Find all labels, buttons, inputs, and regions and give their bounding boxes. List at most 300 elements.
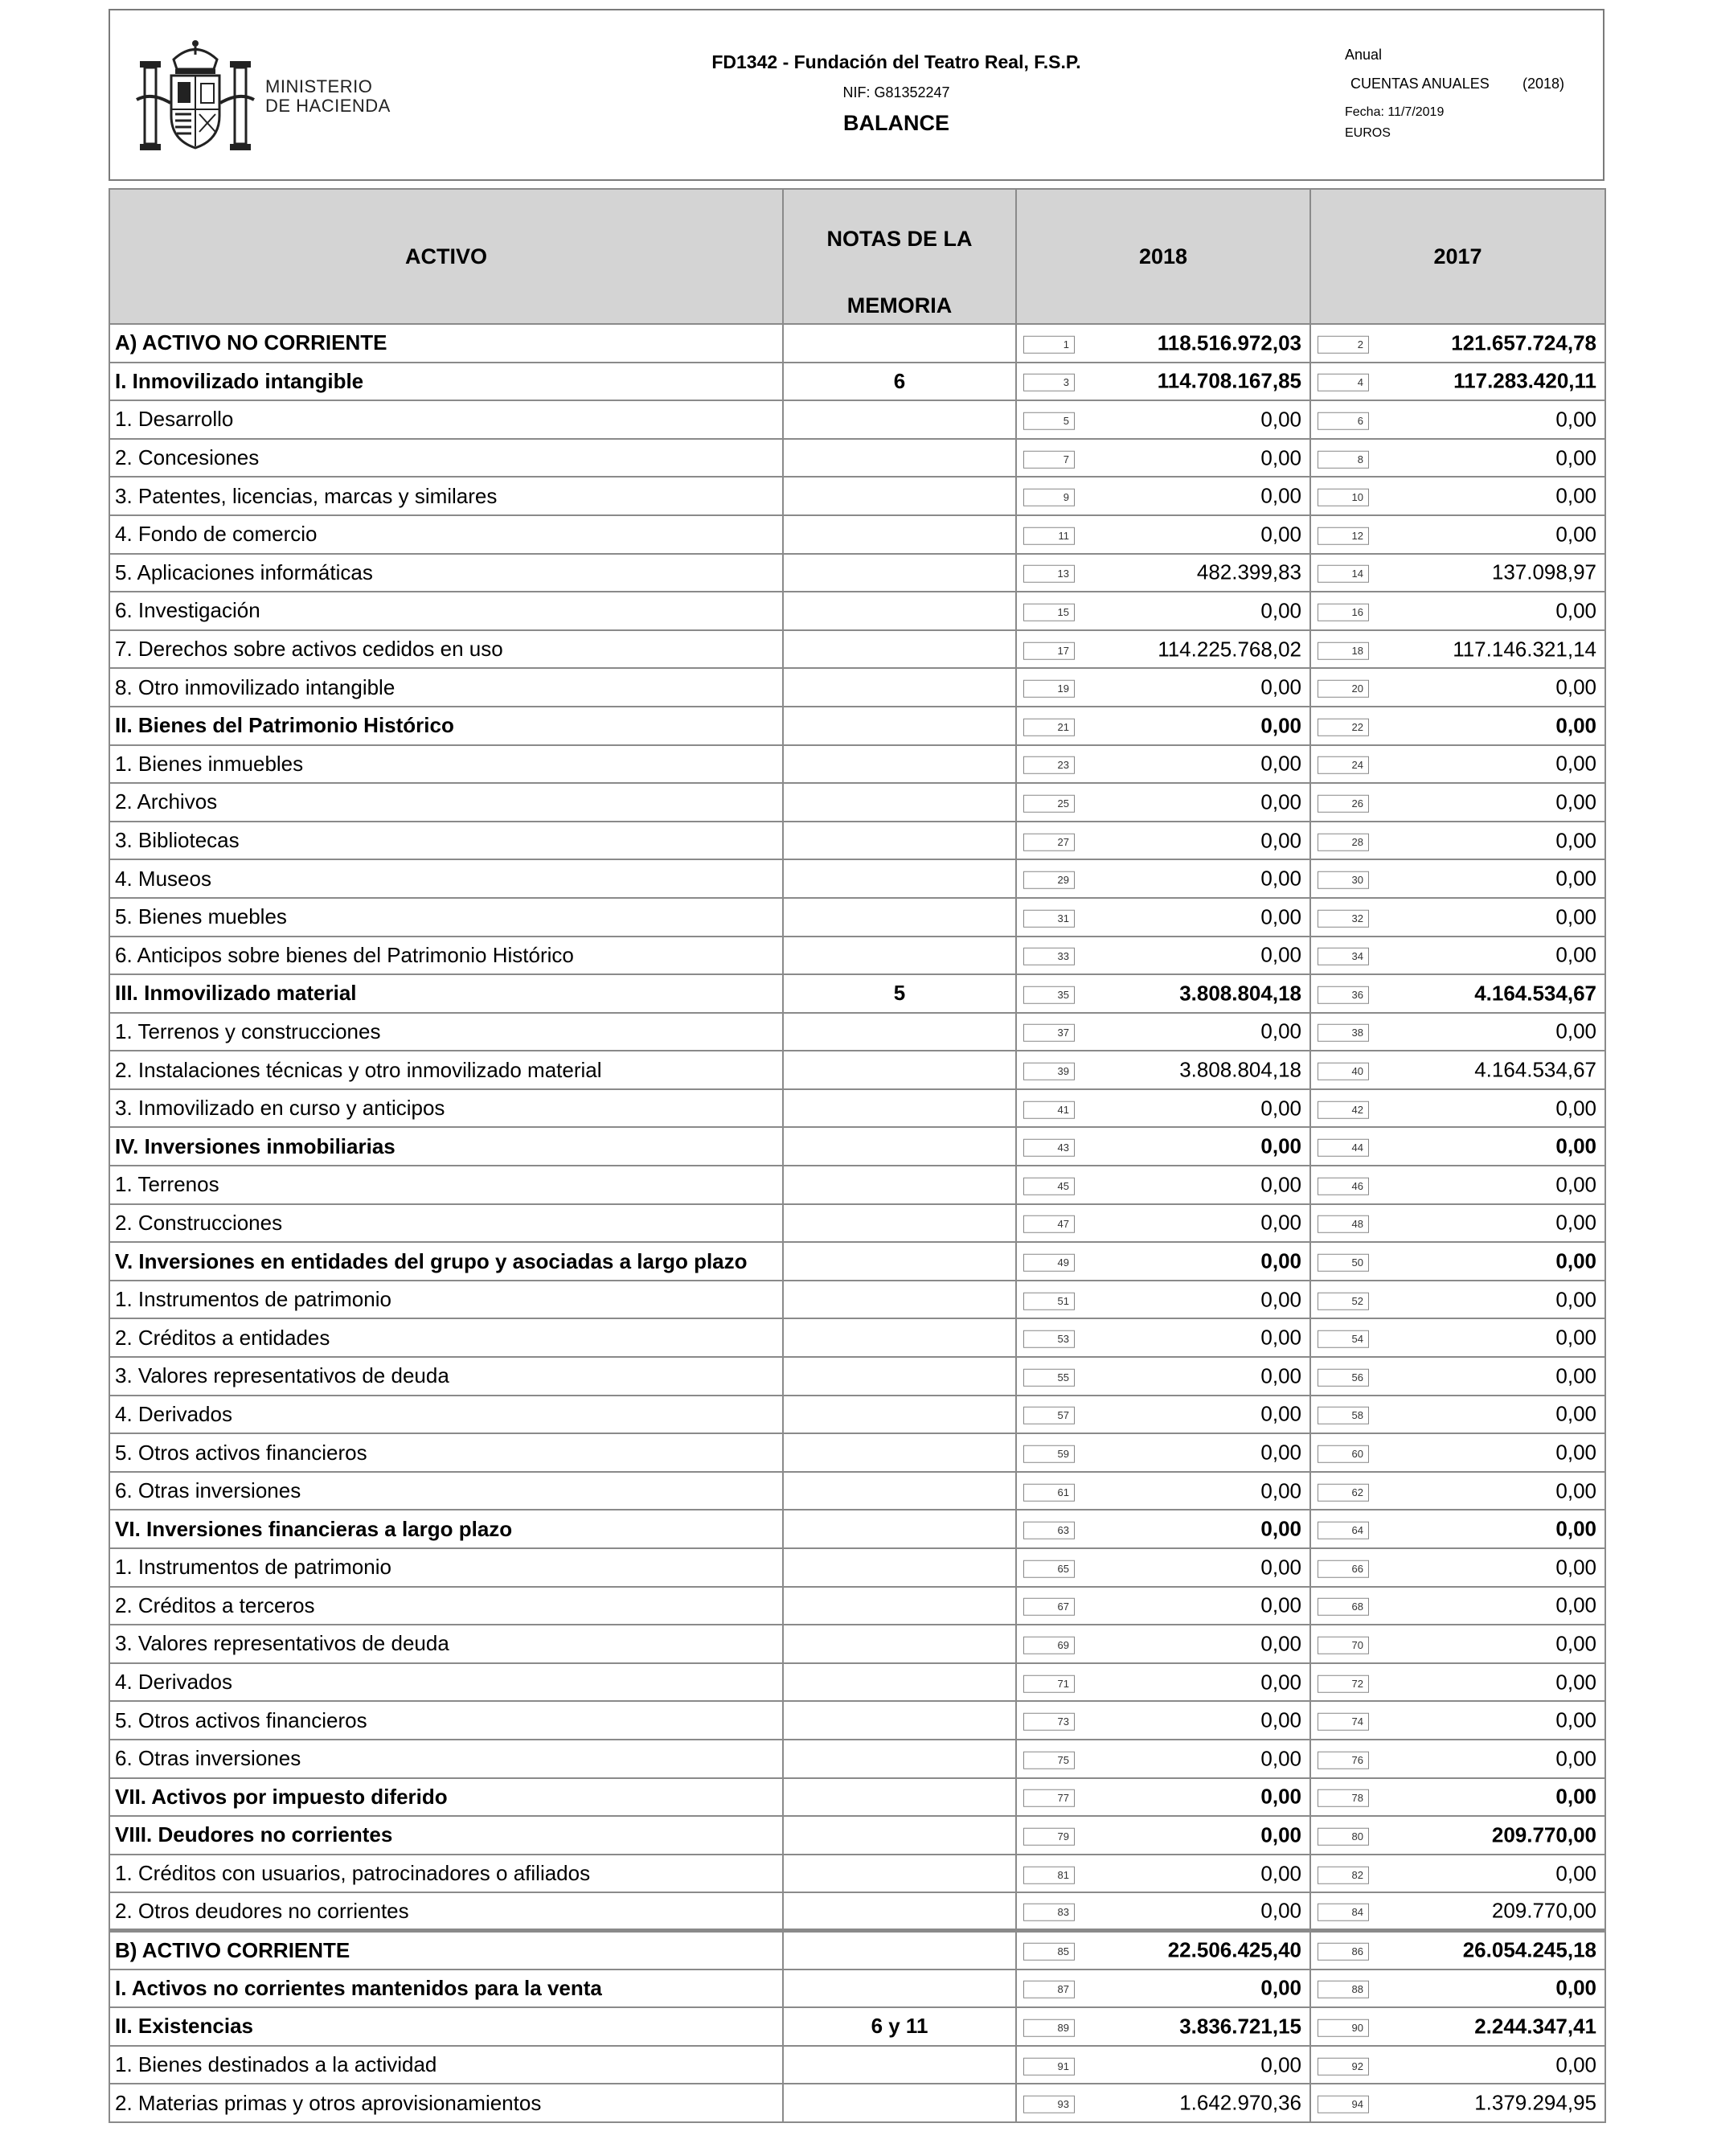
column-header-2017: 2017 — [1310, 189, 1605, 324]
table-row — [109, 1089, 1605, 1128]
amount-value: 0,00 — [1555, 1325, 1596, 1350]
amount-value: 0,00 — [1260, 1670, 1301, 1695]
value-2017 — [1310, 1548, 1605, 1587]
amount-value: 209.770,00 — [1491, 1898, 1596, 1923]
amount-value: 209.770,00 — [1491, 1822, 1596, 1847]
amount-value: 0,00 — [1260, 904, 1301, 929]
amount-value: 0,00 — [1555, 1363, 1596, 1388]
row-label: 3. Patentes, licencias, marcas y similares — [109, 477, 783, 515]
row-label: 3. Valores representativos de deuda — [109, 1625, 783, 1663]
field-number-box: 30 — [1318, 871, 1369, 889]
amount-value: 0,00 — [1555, 1287, 1596, 1312]
field-number-box: 87 — [1023, 1981, 1075, 1998]
amount-value: 121.657.724,78 — [1451, 330, 1596, 355]
amount-value: 4.164.534,67 — [1474, 1057, 1596, 1082]
table-row — [109, 1778, 1605, 1817]
row-note — [783, 1931, 1016, 1970]
table-row — [109, 1740, 1605, 1778]
entity-title: FD1342 - Fundación del Teatro Real, F.S.P. — [711, 51, 1081, 72]
value-2018 — [1016, 1051, 1310, 1089]
row-label: 2. Créditos a entidades — [109, 1318, 783, 1357]
amount-value: 1.642.970,36 — [1179, 2090, 1301, 2115]
value-2017 — [1310, 707, 1605, 745]
value-2018 — [1016, 1931, 1310, 1970]
value-2017 — [1310, 324, 1605, 363]
row-label: VIII. Deudores no corrientes — [109, 1816, 783, 1855]
amount-value: 0,00 — [1555, 1133, 1596, 1158]
field-number-box: 67 — [1023, 1598, 1075, 1616]
cuentas-label: CUENTAS ANUALES — [1350, 76, 1490, 92]
row-label: B) ACTIVO CORRIENTE — [109, 1931, 783, 1970]
amount-value: 0,00 — [1555, 1631, 1596, 1656]
row-label: I. Activos no corrientes mantenidos para la venta — [109, 1970, 783, 2008]
row-label: 2. Concesiones — [109, 439, 783, 478]
balance-table — [109, 188, 1606, 2123]
table-body — [109, 324, 1605, 2122]
field-number-box: 63 — [1023, 1522, 1075, 1539]
amount-value: 0,00 — [1555, 1746, 1596, 1771]
value-2017 — [1310, 1281, 1605, 1319]
amount-value: 482.399,83 — [1196, 559, 1301, 584]
table-row — [109, 898, 1605, 937]
field-number-box: 85 — [1023, 1943, 1075, 1961]
field-number-box: 62 — [1318, 1483, 1369, 1501]
field-number-box: 29 — [1023, 871, 1075, 889]
value-2018 — [1016, 363, 1310, 401]
ministry-line-2: DE HACIENDA — [265, 96, 391, 116]
field-number-box: 26 — [1318, 795, 1369, 813]
table-row — [109, 974, 1605, 1013]
field-number-box: 54 — [1318, 1330, 1369, 1348]
field-number-box: 27 — [1023, 833, 1075, 851]
field-number-box: 58 — [1318, 1407, 1369, 1424]
amount-value: 0,00 — [1555, 522, 1596, 547]
field-number-box: 68 — [1318, 1598, 1369, 1616]
field-number-box: 35 — [1023, 986, 1075, 1004]
amount-value: 0,00 — [1555, 904, 1596, 929]
row-label: I. Inmovilizado intangible — [109, 363, 783, 401]
amount-value: 0,00 — [1260, 942, 1301, 967]
column-header-2018: 2018 — [1016, 189, 1310, 324]
table-row — [109, 439, 1605, 478]
table-row — [109, 1051, 1605, 1089]
field-number-box: 23 — [1023, 756, 1075, 774]
field-number-box: 8 — [1318, 450, 1369, 468]
table-row — [109, 477, 1605, 515]
amount-value: 0,00 — [1260, 1898, 1301, 1923]
amount-value: 0,00 — [1260, 1096, 1301, 1121]
value-2018 — [1016, 1892, 1310, 1931]
value-2018 — [1016, 1242, 1310, 1281]
value-2018 — [1016, 1089, 1310, 1128]
field-number-box: 15 — [1023, 604, 1075, 621]
field-number-box: 6 — [1318, 412, 1369, 430]
value-2017 — [1310, 1892, 1605, 1931]
value-2017 — [1310, 515, 1605, 554]
table-row — [109, 1587, 1605, 1625]
value-2018 — [1016, 859, 1310, 898]
value-2017 — [1310, 1970, 1605, 2008]
field-number-box: 21 — [1023, 718, 1075, 736]
field-number-box: 46 — [1318, 1178, 1369, 1195]
row-label: 1. Bienes inmuebles — [109, 745, 783, 784]
row-note — [783, 1013, 1016, 1051]
amount-value: 0,00 — [1260, 1325, 1301, 1350]
notas-line-1: NOTAS DE LA — [826, 227, 973, 251]
row-label: II. Bienes del Patrimonio Histórico — [109, 707, 783, 745]
field-number-box: 64 — [1318, 1522, 1369, 1539]
value-2018 — [1016, 1510, 1310, 1548]
field-number-box: 42 — [1318, 1101, 1369, 1118]
value-2017 — [1310, 477, 1605, 515]
table-row — [109, 745, 1605, 784]
value-2018 — [1016, 439, 1310, 478]
field-number-box: 88 — [1318, 1981, 1369, 1998]
value-2017 — [1310, 1089, 1605, 1128]
field-number-box: 1 — [1023, 336, 1075, 354]
table-row — [109, 859, 1605, 898]
value-2017 — [1310, 1931, 1605, 1970]
row-note — [783, 1472, 1016, 1510]
field-number-box: 82 — [1318, 1866, 1369, 1883]
table-row — [109, 1548, 1605, 1587]
value-2017 — [1310, 898, 1605, 937]
field-number-box: 32 — [1318, 909, 1369, 927]
value-2017 — [1310, 554, 1605, 592]
field-number-box: 92 — [1318, 2057, 1369, 2075]
row-label: 1. Terrenos — [109, 1166, 783, 1204]
amount-value: 0,00 — [1555, 1248, 1596, 1273]
value-2017 — [1310, 1663, 1605, 1702]
amount-value: 0,00 — [1260, 1822, 1301, 1847]
amount-value: 0,00 — [1555, 1172, 1596, 1197]
row-label: II. Existencias — [109, 2007, 783, 2046]
field-number-box: 91 — [1023, 2057, 1075, 2075]
value-2017 — [1310, 1051, 1605, 1089]
row-label: VII. Activos por impuesto diferido — [109, 1778, 783, 1817]
amount-value: 0,00 — [1260, 1363, 1301, 1388]
row-label: 2. Instalaciones técnicas y otro inmovilizado material — [109, 1051, 783, 1089]
row-note — [783, 1204, 1016, 1243]
value-2018 — [1016, 783, 1310, 822]
row-note — [783, 1778, 1016, 1817]
amount-value: 117.283.420,11 — [1453, 368, 1596, 393]
value-2018 — [1016, 1204, 1310, 1243]
field-number-box: 79 — [1023, 1828, 1075, 1846]
row-note — [783, 477, 1016, 515]
value-2017 — [1310, 822, 1605, 860]
field-number-box: 51 — [1023, 1292, 1075, 1310]
column-header-activo: ACTIVO — [109, 189, 783, 324]
field-number-box: 66 — [1318, 1560, 1369, 1578]
document-type: BALANCE — [843, 111, 949, 135]
amount-value: 0,00 — [1555, 1440, 1596, 1465]
field-number-box: 22 — [1318, 718, 1369, 736]
amount-value: 2.244.347,41 — [1474, 2014, 1596, 2039]
table-row — [109, 363, 1605, 401]
field-number-box: 16 — [1318, 604, 1369, 621]
value-2017 — [1310, 1357, 1605, 1396]
row-label: 1. Instrumentos de patrimonio — [109, 1281, 783, 1319]
amount-value: 0,00 — [1555, 445, 1596, 470]
amount-value: 0,00 — [1555, 1707, 1596, 1732]
field-number-box: 31 — [1023, 909, 1075, 927]
field-number-box: 93 — [1023, 2096, 1075, 2113]
amount-value: 0,00 — [1555, 713, 1596, 738]
value-2018 — [1016, 898, 1310, 937]
row-note — [783, 707, 1016, 745]
table-row — [109, 1013, 1605, 1051]
field-number-box: 48 — [1318, 1215, 1369, 1233]
field-number-box: 37 — [1023, 1024, 1075, 1042]
field-number-box: 13 — [1023, 565, 1075, 583]
value-2017 — [1310, 1318, 1605, 1357]
value-2017 — [1310, 1510, 1605, 1548]
table-row — [109, 1281, 1605, 1319]
table-row — [109, 1204, 1605, 1243]
field-number-box: 53 — [1023, 1330, 1075, 1348]
row-note — [783, 1281, 1016, 1319]
row-label: 2. Construcciones — [109, 1204, 783, 1243]
coat-of-arms-logo — [135, 35, 256, 156]
row-label: 4. Museos — [109, 859, 783, 898]
field-number-box: 40 — [1318, 1063, 1369, 1080]
value-2018 — [1016, 1587, 1310, 1625]
value-2017 — [1310, 1013, 1605, 1051]
notas-line-2: MEMORIA — [846, 293, 953, 318]
row-note — [783, 1396, 1016, 1434]
amount-value: 0,00 — [1260, 1210, 1301, 1235]
amount-value: 0,00 — [1555, 674, 1596, 699]
field-number-box: 77 — [1023, 1789, 1075, 1807]
row-label: A) ACTIVO NO CORRIENTE — [109, 324, 783, 363]
field-number-box: 34 — [1318, 948, 1369, 965]
value-2018 — [1016, 2046, 1310, 2084]
row-note — [783, 1740, 1016, 1778]
row-label: 1. Instrumentos de patrimonio — [109, 1548, 783, 1587]
table-row — [109, 515, 1605, 554]
field-number-box: 44 — [1318, 1139, 1369, 1157]
field-number-box: 45 — [1023, 1178, 1075, 1195]
amount-value: 0,00 — [1260, 866, 1301, 891]
value-2017 — [1310, 1587, 1605, 1625]
amount-value: 0,00 — [1260, 1631, 1301, 1656]
value-2018 — [1016, 1013, 1310, 1051]
field-number-box: 33 — [1023, 948, 1075, 965]
value-2017 — [1310, 668, 1605, 707]
amount-value: 0,00 — [1260, 674, 1301, 699]
row-note — [783, 822, 1016, 860]
row-note — [783, 1701, 1016, 1740]
field-number-box: 81 — [1023, 1866, 1075, 1883]
row-label: 4. Fondo de comercio — [109, 515, 783, 554]
value-2017 — [1310, 1701, 1605, 1740]
value-2018 — [1016, 1970, 1310, 2008]
amount-value: 1.379.294,95 — [1474, 2090, 1596, 2115]
amount-value: 0,00 — [1555, 1555, 1596, 1580]
amount-value: 0,00 — [1260, 1133, 1301, 1158]
row-label: 3. Inmovilizado en curso y anticipos — [109, 1089, 783, 1128]
field-number-box: 25 — [1023, 795, 1075, 813]
field-number-box: 24 — [1318, 756, 1369, 774]
amount-value: 0,00 — [1260, 1478, 1301, 1503]
value-2018 — [1016, 400, 1310, 439]
row-label: 2. Materias primas y otros aprovisionamientos — [109, 2084, 783, 2122]
table-row — [109, 400, 1605, 439]
table-row — [109, 707, 1605, 745]
row-label: 5. Otros activos financieros — [109, 1433, 783, 1472]
field-number-box: 11 — [1023, 527, 1075, 545]
year-label: (2018) — [1523, 76, 1565, 92]
row-note — [783, 2084, 1016, 2122]
value-2018 — [1016, 324, 1310, 363]
value-2017 — [1310, 400, 1605, 439]
field-number-box: 28 — [1318, 833, 1369, 851]
value-2017 — [1310, 1242, 1605, 1281]
value-2018 — [1016, 1433, 1310, 1472]
value-2018 — [1016, 1778, 1310, 1817]
ministry-name — [265, 77, 391, 116]
field-number-box: 10 — [1318, 489, 1369, 506]
value-2017 — [1310, 439, 1605, 478]
amount-value: 0,00 — [1555, 483, 1596, 508]
row-note — [783, 324, 1016, 363]
field-number-box: 49 — [1023, 1254, 1075, 1272]
field-number-box: 89 — [1023, 2019, 1075, 2037]
value-2018 — [1016, 668, 1310, 707]
field-number-box: 83 — [1023, 1904, 1075, 1921]
row-label: IV. Inversiones inmobiliarias — [109, 1127, 783, 1166]
row-note — [783, 1242, 1016, 1281]
table-row — [109, 1127, 1605, 1166]
ministry-line-1: MINISTERIO — [265, 76, 373, 96]
row-note — [783, 1318, 1016, 1357]
amount-value: 0,00 — [1260, 1440, 1301, 1465]
amount-value: 0,00 — [1260, 1248, 1301, 1273]
row-label: 2. Archivos — [109, 783, 783, 822]
row-note — [783, 1051, 1016, 1089]
value-2018 — [1016, 1816, 1310, 1855]
value-2017 — [1310, 1204, 1605, 1243]
row-label: 5. Aplicaciones informáticas — [109, 554, 783, 592]
amount-value: 3.808.804,18 — [1179, 981, 1301, 1006]
value-2018 — [1016, 2084, 1310, 2122]
value-2018 — [1016, 1855, 1310, 1893]
value-2017 — [1310, 1433, 1605, 1472]
row-note — [783, 668, 1016, 707]
value-2017 — [1310, 1855, 1605, 1893]
value-2017 — [1310, 1127, 1605, 1166]
table-row — [109, 937, 1605, 975]
table-row — [109, 630, 1605, 669]
field-number-box: 59 — [1023, 1445, 1075, 1463]
amount-value: 0,00 — [1555, 1478, 1596, 1503]
amount-value: 0,00 — [1555, 1592, 1596, 1617]
amount-value: 22.506.425,40 — [1167, 1937, 1301, 1962]
amount-value: 3.836.721,15 — [1179, 2014, 1301, 2039]
row-label: 6. Anticipos sobre bienes del Patrimonio Histórico — [109, 937, 783, 975]
value-2018 — [1016, 515, 1310, 554]
value-2018 — [1016, 937, 1310, 975]
amount-value: 137.098,97 — [1491, 559, 1596, 584]
table-row — [109, 1396, 1605, 1434]
field-number-box: 19 — [1023, 680, 1075, 698]
field-number-box: 12 — [1318, 527, 1369, 545]
amount-value: 0,00 — [1555, 1670, 1596, 1695]
row-label: 6. Investigación — [109, 592, 783, 630]
amount-value: 0,00 — [1555, 1401, 1596, 1426]
field-number-box: 60 — [1318, 1445, 1369, 1463]
currency-label: EUROS — [1345, 126, 1391, 140]
amount-value: 0,00 — [1260, 1746, 1301, 1771]
value-2017 — [1310, 1778, 1605, 1817]
amount-value: 0,00 — [1260, 713, 1301, 738]
field-number-box: 17 — [1023, 641, 1075, 659]
field-number-box: 57 — [1023, 1407, 1075, 1424]
row-note — [783, 745, 1016, 784]
field-number-box: 74 — [1318, 1713, 1369, 1731]
amount-value: 0,00 — [1260, 522, 1301, 547]
amount-value: 0,00 — [1555, 866, 1596, 891]
row-note — [783, 1816, 1016, 1855]
amount-value: 0,00 — [1555, 1975, 1596, 2000]
amount-value: 0,00 — [1555, 789, 1596, 814]
amount-value: 26.054.245,18 — [1462, 1937, 1596, 1962]
table-row — [109, 1931, 1605, 1970]
row-note — [783, 1663, 1016, 1702]
amount-value: 0,00 — [1555, 1210, 1596, 1235]
field-number-box: 73 — [1023, 1713, 1075, 1731]
field-number-box: 36 — [1318, 986, 1369, 1004]
row-note — [783, 898, 1016, 937]
field-number-box: 86 — [1318, 1943, 1369, 1961]
table-row — [109, 1625, 1605, 1663]
field-number-box: 5 — [1023, 412, 1075, 430]
value-2017 — [1310, 2084, 1605, 2122]
table-row — [109, 1318, 1605, 1357]
amount-value: 0,00 — [1260, 1784, 1301, 1809]
field-number-box: 2 — [1318, 336, 1369, 354]
value-2017 — [1310, 1166, 1605, 1204]
row-note — [783, 1510, 1016, 1548]
field-number-box: 90 — [1318, 2019, 1369, 2037]
table-header-row — [109, 189, 1605, 324]
row-note — [783, 937, 1016, 975]
row-label: 2. Créditos a terceros — [109, 1587, 783, 1625]
field-number-box: 94 — [1318, 2096, 1369, 2113]
value-2018 — [1016, 477, 1310, 515]
value-2017 — [1310, 2007, 1605, 2046]
table-row — [109, 1855, 1605, 1893]
amount-value: 0,00 — [1260, 789, 1301, 814]
table-row — [109, 668, 1605, 707]
amount-value: 0,00 — [1555, 1516, 1596, 1541]
amount-value: 0,00 — [1260, 1401, 1301, 1426]
value-2017 — [1310, 363, 1605, 401]
column-header-notas — [783, 189, 1016, 324]
table-row — [109, 1472, 1605, 1510]
row-label: 1. Créditos con usuarios, patrocinadores o afiliados — [109, 1855, 783, 1893]
table-row — [109, 1816, 1605, 1855]
amount-value: 0,00 — [1260, 1707, 1301, 1732]
value-2017 — [1310, 1472, 1605, 1510]
field-number-box: 47 — [1023, 1215, 1075, 1233]
amount-value: 0,00 — [1260, 598, 1301, 623]
value-2018 — [1016, 1740, 1310, 1778]
row-note — [783, 1127, 1016, 1166]
date-label: Fecha: 11/7/2019 — [1345, 105, 1445, 119]
value-2017 — [1310, 745, 1605, 784]
